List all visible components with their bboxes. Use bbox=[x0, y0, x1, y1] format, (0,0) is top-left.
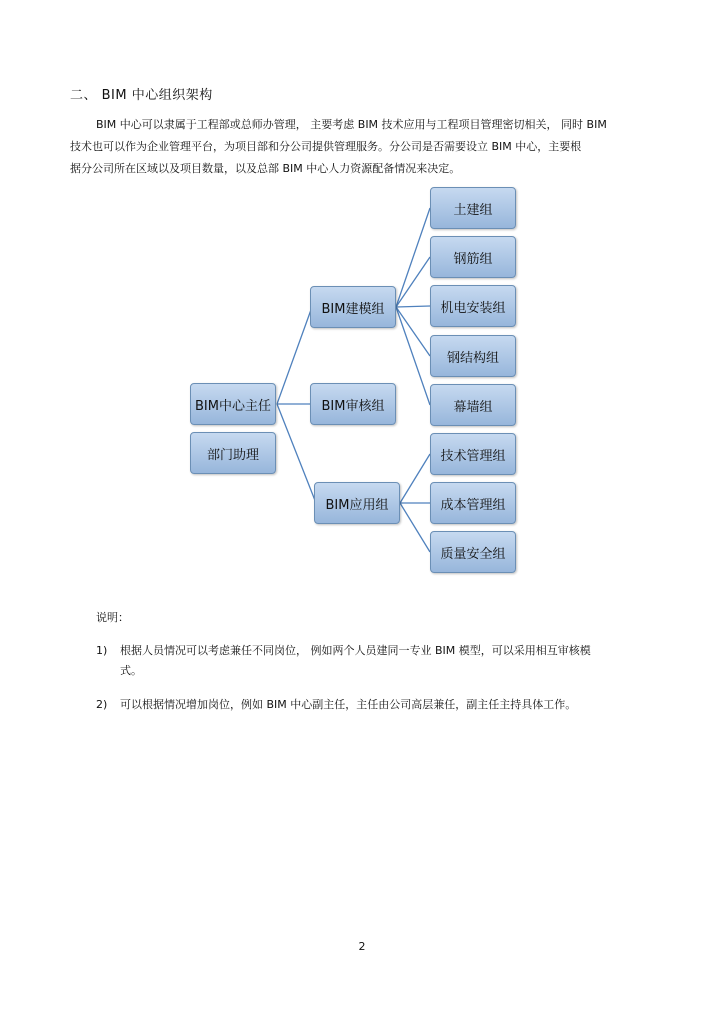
note-2-line-1: 可以根据情况增加岗位，例如 BIM 中心副主任，主任由公司高层兼任，副主任主持具体工作。 bbox=[120, 698, 577, 711]
connector-director-modeling bbox=[277, 307, 312, 404]
org-node-steel: 钢结构组 bbox=[430, 335, 516, 377]
org-node-application: BIM应用组 bbox=[314, 482, 400, 524]
org-node-mep: 机电安装组 bbox=[430, 285, 516, 327]
note-1-number: 1) bbox=[96, 644, 108, 657]
connector-application-tech bbox=[400, 454, 430, 503]
connector-modeling-rebar bbox=[396, 257, 430, 307]
note-1-line-2: 式。 bbox=[120, 664, 142, 677]
org-node-assistant: 部门助理 bbox=[190, 432, 276, 474]
section-heading: 二、 BIM 中心组织架构 bbox=[70, 88, 213, 103]
org-node-rebar: 钢筋组 bbox=[430, 236, 516, 278]
page-number: 2 bbox=[358, 940, 366, 953]
connector-modeling-steel bbox=[396, 307, 430, 356]
org-node-quality-safety: 质量安全组 bbox=[430, 531, 516, 573]
note-2-number: 2) bbox=[96, 698, 108, 711]
intro-line-1: BIM 中心可以隶属于工程部或总师办管理， 主要考虑 BIM 技术应用与工程项目管理密切相关， 同时 BIM bbox=[96, 118, 607, 131]
connector-application-quality bbox=[400, 503, 430, 552]
notes-label: 说明： bbox=[96, 611, 129, 624]
connector-modeling-mep bbox=[396, 306, 430, 307]
org-node-director: BIM中心主任 bbox=[190, 383, 276, 425]
org-node-review: BIM审核组 bbox=[310, 383, 396, 425]
org-node-tech-mgmt: 技术管理组 bbox=[430, 433, 516, 475]
intro-line-2: 技术也可以作为企业管理平台，为项目部和分公司提供管理服务。分公司是否需要设立 BIM 中心，主要根 bbox=[70, 140, 582, 153]
org-node-modeling: BIM建模组 bbox=[310, 286, 396, 328]
org-node-cost-mgmt: 成本管理组 bbox=[430, 482, 516, 524]
intro-line-3: 据分公司所在区域以及项目数量，以及总部 BIM 中心人力资源配备情况来决定。 bbox=[70, 162, 461, 175]
connector-modeling-curtain bbox=[396, 307, 430, 405]
note-1-line-1: 根据人员情况可以考虑兼任不同岗位， 例如两个人员建同一专业 BIM 模型，可以采用相互审核模 bbox=[120, 644, 591, 657]
connector-modeling-civil bbox=[396, 208, 430, 307]
org-node-civil: 土建组 bbox=[430, 187, 516, 229]
org-node-curtain: 幕墙组 bbox=[430, 384, 516, 426]
